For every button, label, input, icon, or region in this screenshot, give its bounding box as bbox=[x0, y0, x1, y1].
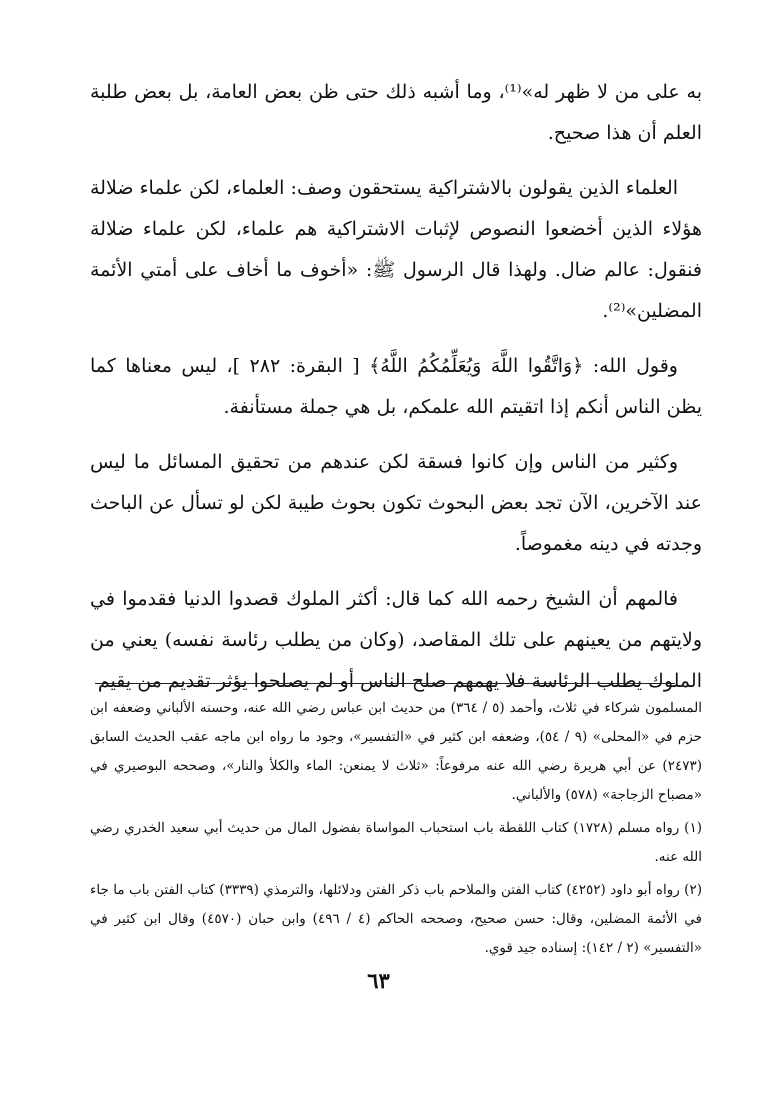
paragraph-continuation: به على من لا ظهر له»⁽¹⁾، وما أشبه ذلك حتى ظن بعض العامة، بل بعض طلبة العلم أن هذا صحيح. bbox=[90, 81, 703, 144]
footnote-2: (٢) رواه أبو داود (٤٢٥٢) كتاب الفتن والملاحم باب ذكر الفتن ودلائلها، والترمذي (٣٣٣٩) كتاب الفتن باب ما جاء في الأئمة المضلين، وقال: حسن صحيح، وصححه الحاكم (٤ / ٤٩٦) وابن حبان (٤٥٧٠) وقال ابن كثير في «التفسير» (٢ / ١٤٢): إسناده جيد قوي. bbox=[90, 882, 702, 956]
footnotes bbox=[90, 694, 702, 967]
paragraph-scholars-socialism: العلماء الذين يقولون بالاشتراكية يستحقون وصف: العلماء، لكن علماء ضلالة هؤلاء الذين أخضعوا النصوص لإثبات الاشتراكية هم علماء، لكن علماء ضلالة فنقول: عالم ضال. ولهذا قال الرسول ﷺ: «أخوف ما أخاف على أمتي الأئمة المضلين»⁽²⁾. bbox=[90, 177, 702, 322]
paragraph-kings: فالمهم أن الشيخ رحمه الله كما قال: أكثر الملوك قصدوا الدنيا فقدموا في ولايتهم من يعينهم على تلك المقاصد، (وكان من يطلب رئاسة نفسه) يعني من الملوك يطلب الرئاسة فلا يهمهم صلح الناس أو لم يصلحوا يؤثر تقديم من يقيم bbox=[90, 588, 702, 692]
footnote-separator bbox=[95, 683, 675, 684]
page-number: ٦٣ bbox=[367, 968, 390, 993]
footnote-continuation: المسلمون شركاء في ثلاث، وأحمد (٥ / ٣٦٤) من حديث ابن عباس رضي الله عنه، وحسنه الألباني وضعفه ابن حزم في «المحلى» (٩ / ٥٤)، وضعفه ابن كثير في «التفسير»، وجود ما رواه ابن ماجه عقب الحديث السابق (٢٤٧٣) عن أبي هريرة رضي الله عنه مرفوعاً: «ثلاث لا يمنعن: الماء والكلأ والنار»، وصححه البوصيري في «مصباح الزجاجة» (٥٧٨) والألباني. bbox=[90, 700, 702, 803]
footnote-1: (١) رواه مسلم (١٧٢٨) كتاب اللقطة باب استحباب المواساة بفضول المال من حديث أبي سعيد الخدري رضي الله عنه. bbox=[90, 820, 703, 865]
main-text bbox=[90, 72, 702, 716]
paragraph-research: وكثير من الناس وإن كانوا فسقة لكن عندهم من تحقيق المسائل ما ليس عند الآخرين، الآن تجد بعض البحوث تكون بحوث طيبة لكن لو تسأل عن الباحث وجدته في دينه مغموصاً. bbox=[90, 451, 702, 555]
paragraph-quran-verse: وقول الله: ﴿وَاتَّقُوا اللَّهَ وَيُعَلِّمُكُمُ اللَّهُ﴾ [ البقرة: ٢٨٢ ]، ليس معناها كما يظن الناس أنكم إذا اتقيتم الله علمكم، بل هي جملة مستأنفة. bbox=[90, 355, 702, 418]
